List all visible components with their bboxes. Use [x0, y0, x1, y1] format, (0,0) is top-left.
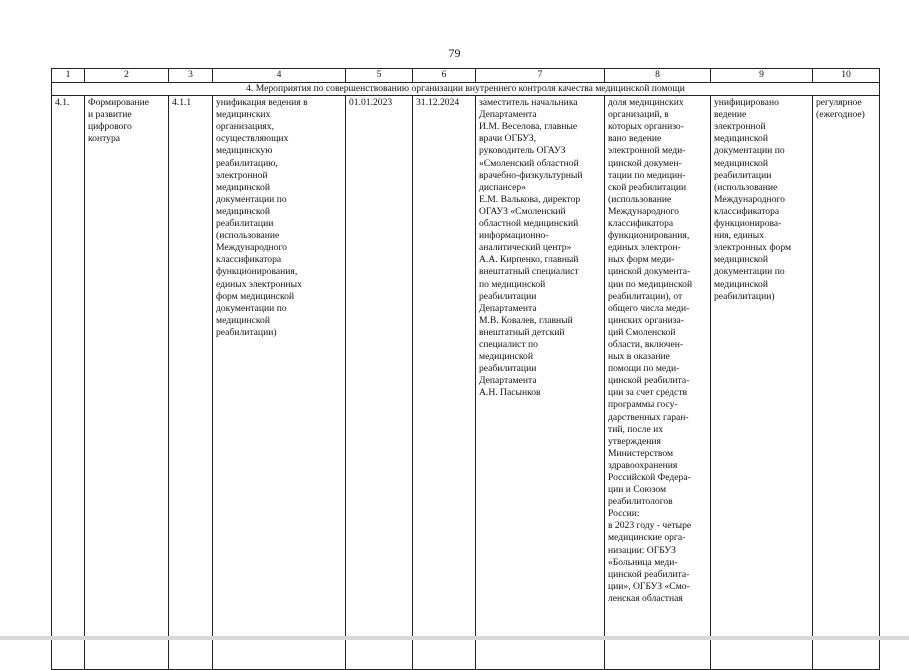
- page-number: 79: [448, 46, 461, 60]
- task-name: Формирование и развитие цифрового контура: [85, 96, 169, 670]
- column-number-2: 2: [85, 69, 169, 83]
- subitem-number: 4.1.1: [169, 96, 213, 670]
- measures-table: [51, 68, 880, 670]
- column-number-4: 4: [213, 69, 346, 83]
- bottom-edge-shadow: [0, 636, 909, 640]
- end-date: 31.12.2024: [413, 96, 476, 670]
- column-number-3: 3: [169, 69, 213, 83]
- column-number-row: [52, 69, 880, 83]
- table-row: [52, 96, 880, 670]
- item-number: 4.1.: [52, 96, 85, 670]
- responsible-persons: заместитель начальника Департамента И.М. Веселова, главные врачи ОГБУЗ, руководитель ОГАУЗ «Смоленский областной врачебно-физкультурный диспансер» Е.М. Валькова, директор ОГАУЗ «Смоленский областной медицинский информационно- аналитический центр» А.А. Кирпенко, главный внештатный специалист по медицинской реабилитации Департамента М.В. Ковалев, главный внештатный детский специалист по медицинской реабилитации Департамента А.Н. Пасынков: [476, 96, 605, 670]
- section-title: 4. Мероприятия по совершенствованию организации внутреннего контроля качества медицинской помощи: [52, 83, 880, 96]
- section-row: [52, 83, 880, 96]
- start-date: 01.01.2023: [346, 96, 413, 670]
- column-number-10: 10: [813, 69, 880, 83]
- column-number-5: 5: [346, 69, 413, 83]
- column-number-7: 7: [476, 69, 605, 83]
- expected-result: унифицировано ведение электронной медицинской документации по медицинской реабилитации (использование Международного классификатора функционирова- ния, единых электронных форм медицинской документации по медицинской реабилитации): [711, 96, 813, 670]
- reporting-frequency: регулярное (ежегодное): [813, 96, 880, 670]
- column-number-9: 9: [711, 69, 813, 83]
- column-number-1: 1: [52, 69, 85, 83]
- measure-description: унификация ведения в медицинских организациях, осуществляющих медицинскую реабилитацию, электронной медицинской документации по медицинской реабилитации (использование Международного классификатора функционирования, единых электронных форм медицинской документации по медицинской реабилитации): [213, 96, 346, 670]
- column-number-8: 8: [605, 69, 711, 83]
- indicator-description: доля медицинских организаций, в которых организо- вано ведение электронной меди- цинской докумен- тации по медицин- ской реабилитации (использование Международного классификатора функционирования, единых электрон- ных форм меди- цинской документа- ции по медицинской реабилитации), от общего числа меди- цинских организа- ций Смоленской области, включен- ных в оказание помощи по меди- цинской реабилита- ции за счет средств программы госу- дарственных гаран- тий, после их утверждения Министерством здравоохранения Российской Федера- ции и Союзом реабилитологов России: в 2023 году - четыре медицинские орга- низации: ОГБУЗ «Больница меди- цинской реабилита- ции», ОГБУЗ «Смо- ленская областная: [605, 96, 711, 670]
- column-number-6: 6: [413, 69, 476, 83]
